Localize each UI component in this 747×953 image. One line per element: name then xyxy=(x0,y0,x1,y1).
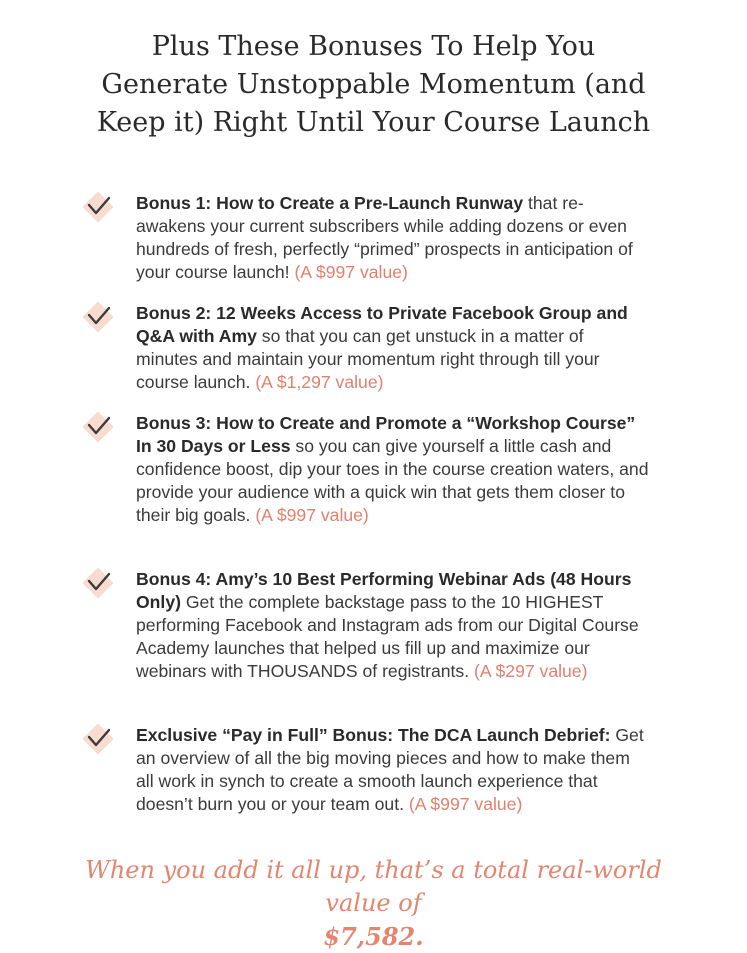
bonus-value: (A $997 value) xyxy=(255,505,369,525)
bonus-description xyxy=(136,302,650,394)
bonus-description xyxy=(136,568,650,683)
bonus-value: (A $297 value) xyxy=(473,661,588,681)
bonus-title: Bonus 1: How to Create a Pre-Launch Runway xyxy=(136,193,524,213)
bonus-value: (A $997 value) xyxy=(408,794,523,814)
checkmark-icon xyxy=(80,412,116,444)
bonus-title: Bonus 4: Amy’s 10 Best Performing Webinar Ads (48 Hours Only) xyxy=(136,569,632,612)
bonus-value: (A $1,297 value) xyxy=(255,372,384,392)
bonus-body: so that you can get unstuck in a matter of minutes and maintain your momentum right through till your course launch. xyxy=(136,326,600,392)
section-heading xyxy=(40,28,707,142)
bonus-description xyxy=(136,412,650,527)
bonus-description xyxy=(136,724,650,816)
checkmark-icon xyxy=(80,568,116,600)
heading-line-1: Plus These Bonuses To Help You xyxy=(151,31,596,62)
bonus-body: so you can give yourself a little cash and confidence boost, dip your toes in the course creation waters, and provide your audience with a quick win that gets them closer to their big goals. xyxy=(136,436,649,525)
checkmark-icon xyxy=(80,302,116,334)
bonus-value: (A $997 value) xyxy=(294,262,408,282)
checkmark-icon xyxy=(80,192,116,224)
bonus-title: Bonus 2: 12 Weeks Access to Private Facebook Group and Q&A with Amy xyxy=(136,303,628,346)
checkmark-icon xyxy=(80,724,116,756)
bonus-description xyxy=(136,192,650,284)
total-value-statement xyxy=(40,854,707,953)
bonus-title: Bonus 3: How to Create and Promote a “Workshop Course” In 30 Days or Less xyxy=(136,413,636,456)
bonus-title: Exclusive “Pay in Full” Bonus: The DCA Launch Debrief: xyxy=(136,725,611,745)
bonus-body: that re-awakens your current subscribers while adding dozens or even hundreds of fresh, perfectly “primed” prospects in anticipation of your course launch! xyxy=(136,193,633,282)
total-line-2 xyxy=(40,887,707,953)
total-line-1: When you add it all up, that’s a total real-world xyxy=(85,856,662,884)
bonus-body: Get the complete backstage pass to the 10 HIGHEST performing Facebook and Instagram ads from our Digital Course Academy launches that helped us fill up and maximize our webinars with THOUSANDS of registrants. xyxy=(136,592,639,681)
heading-line-3: Keep it) Right Until Your Course Launch xyxy=(96,107,651,138)
total-prefix: value of xyxy=(325,889,422,917)
bonus-body: Get an overview of all the big moving pieces and how to make them all work in synch to create a smooth launch experience that doesn’t burn you or your team out. xyxy=(136,725,644,814)
total-amount: $7,582. xyxy=(323,922,424,951)
heading-line-2: Generate Unstoppable Momentum (and xyxy=(101,69,646,100)
